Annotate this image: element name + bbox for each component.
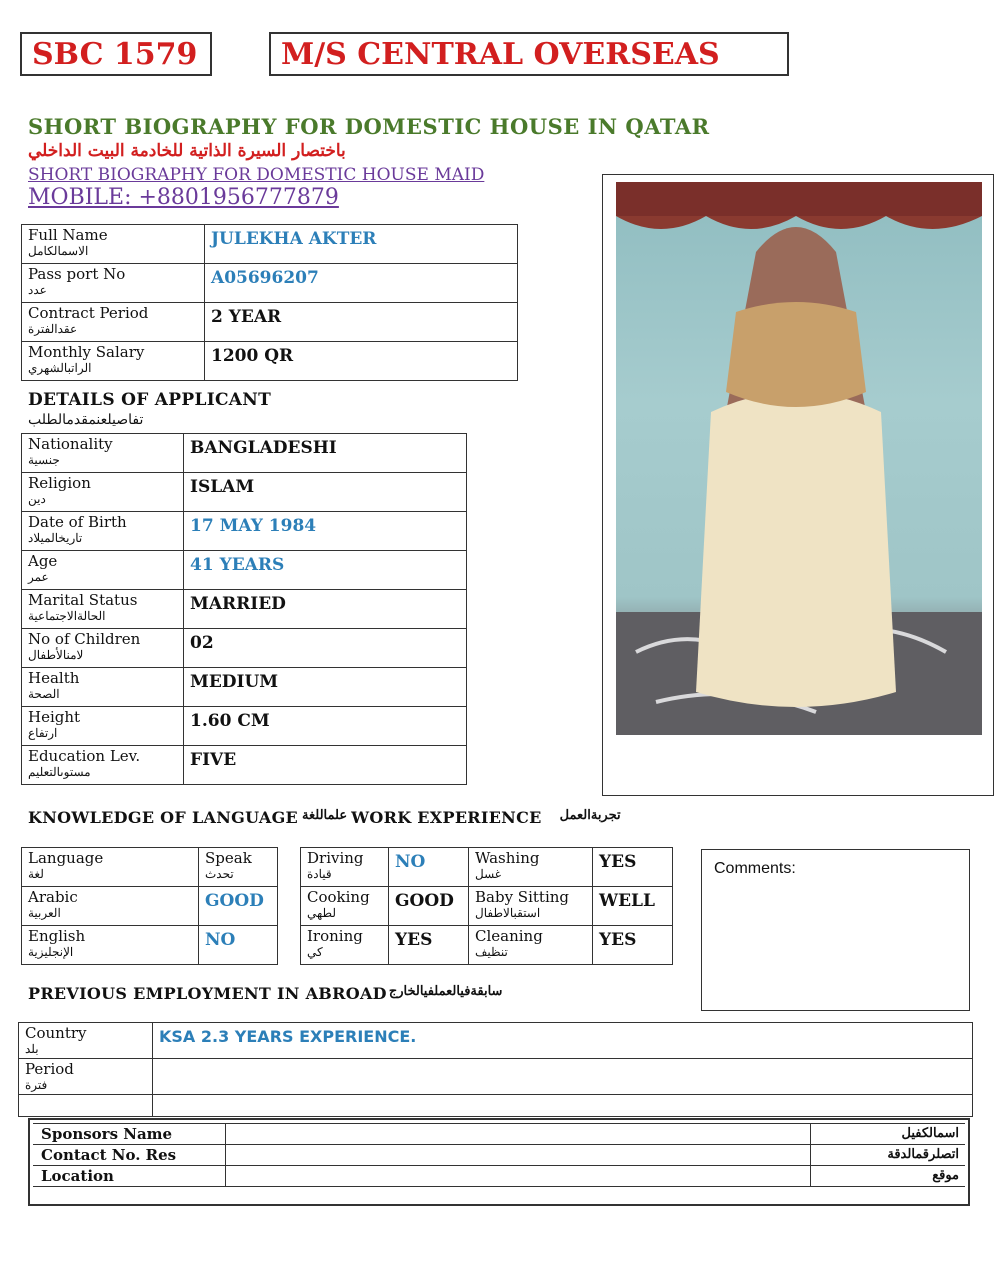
details-6-label-cell	[22, 668, 184, 707]
details-7-label-cell	[22, 707, 184, 746]
language-1-label-ar: العربية	[28, 906, 61, 920]
sponsor-value-0[interactable]	[225, 1124, 810, 1145]
details-5-label-ar: لامنالأطفال	[28, 648, 84, 662]
previous-heading-en: PREVIOUS EMPLOYMENT IN ABROAD	[28, 984, 387, 1003]
details-3-label-cell	[22, 551, 184, 590]
sponsor-value-2[interactable]	[225, 1166, 810, 1187]
details-8-label-cell	[22, 746, 184, 785]
details-row	[22, 512, 467, 551]
details-value-1: ISLAM	[184, 473, 467, 512]
language-1-label-cell	[22, 887, 199, 926]
subtitle: SHORT BIOGRAPHY FOR DOMESTIC HOUSE MAID	[28, 165, 485, 185]
previous-value-1	[153, 1059, 973, 1095]
work-b-value-1: WELL	[593, 887, 673, 926]
sponsor-label-0: Sponsors Name	[33, 1124, 225, 1145]
details-row	[22, 668, 467, 707]
details-7-label: Height	[28, 708, 81, 726]
basic-value-1: A05696207	[205, 264, 518, 303]
work-a-value-1: GOOD	[389, 887, 469, 926]
basic-value-0: JULEKHA AKTER	[205, 225, 518, 264]
language-row	[22, 926, 278, 965]
details-heading-arabic: تفاصيلعنمقدمالطلب	[28, 412, 144, 428]
details-1-label-ar: دين	[28, 492, 46, 506]
details-6-label-ar: الصحة	[28, 687, 60, 701]
details-0-label: Nationality	[28, 435, 113, 453]
previous-heading-ar: سابقةفيالعملفيالخارج	[388, 984, 503, 999]
work-a-label: Driving	[307, 849, 364, 867]
work-b-cell-1	[469, 887, 593, 926]
language-row	[22, 887, 278, 926]
photo-illustration	[616, 182, 982, 735]
basic-row	[22, 303, 518, 342]
work-b-ar: استقبالاطفال	[475, 906, 541, 920]
work-a-cell-2	[301, 926, 389, 965]
details-row	[22, 629, 467, 668]
photo-frame	[602, 174, 994, 796]
speak-header-cell	[199, 848, 278, 887]
previous-empty-value	[153, 1095, 973, 1117]
previous-row	[19, 1023, 973, 1059]
basic-2-label-cell	[22, 303, 205, 342]
speak-header-ar: تحدث	[205, 867, 234, 881]
details-2-label-cell	[22, 512, 184, 551]
speak-header: Speak	[205, 849, 252, 867]
basic-info-table	[21, 224, 518, 381]
details-4-label-ar: الحالةالاجتماعية	[28, 609, 106, 623]
details-0-label-ar: جنسية	[28, 453, 60, 467]
comments-box[interactable]	[701, 849, 970, 1011]
arabic-title: باختصار السيرة الذاتية للخادمة البيت الداخلي	[28, 141, 346, 161]
work-heading-en: WORK EXPERIENCE	[351, 808, 542, 827]
sponsor-ar-2: موقع	[810, 1166, 965, 1187]
language-row	[22, 848, 278, 887]
work-b-ar: تنظيف	[475, 945, 508, 959]
sponsor-label-2: Location	[33, 1166, 225, 1187]
company-name-box	[269, 32, 789, 76]
work-b-label: Baby Sitting	[475, 888, 569, 906]
basic-0-label-ar: الاسمالكامل	[28, 244, 89, 258]
details-7-label-ar: ارتفاع	[28, 726, 58, 740]
basic-1-label-ar: عدد	[28, 283, 47, 297]
language-2-label-cell	[22, 926, 199, 965]
previous-employment-table	[18, 1022, 973, 1117]
sponsor-label-1: Contact No. Res	[33, 1145, 225, 1166]
speak-value-2: NO	[199, 926, 278, 965]
details-4-label: Marital Status	[28, 591, 138, 609]
details-value-8: FIVE	[184, 746, 467, 785]
reference-code: SBC 1579	[32, 36, 198, 72]
work-row	[301, 848, 673, 887]
details-3-label-ar: عمر	[28, 570, 49, 584]
language-2-label-ar: الإنجليزية	[28, 945, 74, 959]
basic-2-label: Contract Period	[28, 304, 149, 322]
language-heading	[28, 808, 621, 827]
work-b-label: Cleaning	[475, 927, 543, 945]
work-row	[301, 926, 673, 965]
details-value-7: 1.60 CM	[184, 707, 467, 746]
previous-1-label-ar: فترة	[25, 1078, 48, 1092]
language-1-label: Arabic	[28, 888, 78, 906]
sponsor-row	[33, 1145, 965, 1166]
details-value-6: MEDIUM	[184, 668, 467, 707]
mobile-number: MOBILE: +8801956777879	[28, 185, 339, 210]
work-a-label: Cooking	[307, 888, 370, 906]
work-row	[301, 887, 673, 926]
speak-value-1: GOOD	[199, 887, 278, 926]
previous-value-0: KSA 2.3 YEARS EXPERIENCE.	[153, 1023, 973, 1059]
sponsor-row	[33, 1124, 965, 1145]
details-value-3: 41 YEARS	[184, 551, 467, 590]
details-8-label-ar: مستوىالتعليم	[28, 765, 91, 779]
sponsor-ar-0: اسمالكفيل	[810, 1124, 965, 1145]
details-5-label-cell	[22, 629, 184, 668]
work-b-label: Washing	[475, 849, 540, 867]
language-heading-ar: علماللغة	[302, 808, 348, 823]
basic-3-label-cell	[22, 342, 205, 381]
details-3-label: Age	[28, 552, 58, 570]
previous-1-label-cell	[19, 1059, 153, 1095]
details-row	[22, 746, 467, 785]
language-0-label: Language	[28, 849, 104, 867]
applicant-photo	[616, 182, 982, 735]
details-4-label-cell	[22, 590, 184, 629]
previous-row	[19, 1059, 973, 1095]
details-2-label: Date of Birth	[28, 513, 127, 531]
work-a-value-2: YES	[389, 926, 469, 965]
work-b-cell-0	[469, 848, 593, 887]
language-0-label-cell	[22, 848, 199, 887]
basic-3-label-ar: الراتبالشهري	[28, 361, 92, 375]
work-a-value-0: NO	[389, 848, 469, 887]
basic-0-label: Full Name	[28, 226, 108, 244]
sponsor-value-1[interactable]	[225, 1145, 810, 1166]
details-heading: DETAILS OF APPLICANT	[28, 390, 272, 410]
details-row	[22, 707, 467, 746]
work-b-value-2: YES	[593, 926, 673, 965]
details-table	[21, 433, 467, 785]
details-row	[22, 590, 467, 629]
work-b-ar: غسل	[475, 867, 502, 881]
details-value-4: MARRIED	[184, 590, 467, 629]
work-a-ar: كي	[307, 945, 323, 959]
work-a-cell-1	[301, 887, 389, 926]
details-value-5: 02	[184, 629, 467, 668]
language-2-label: English	[28, 927, 86, 945]
previous-row-empty	[19, 1095, 973, 1117]
work-table	[300, 847, 673, 965]
basic-row	[22, 342, 518, 381]
language-0-label-ar: لغة	[28, 867, 44, 881]
previous-1-label: Period	[25, 1060, 74, 1078]
basic-row	[22, 264, 518, 303]
basic-value-3: 1200 QR	[205, 342, 518, 381]
language-table	[21, 847, 278, 965]
previous-0-label-ar: بلد	[25, 1042, 39, 1056]
previous-0-label: Country	[25, 1024, 87, 1042]
details-1-label: Religion	[28, 474, 91, 492]
basic-2-label-ar: عقدالفترة	[28, 322, 78, 336]
details-row	[22, 551, 467, 590]
sponsor-row	[33, 1166, 965, 1187]
basic-1-label-cell	[22, 264, 205, 303]
details-5-label: No of Children	[28, 630, 141, 648]
work-a-cell-0	[301, 848, 389, 887]
basic-value-2: 2 YEAR	[205, 303, 518, 342]
basic-3-label: Monthly Salary	[28, 343, 145, 361]
previous-empty-cell	[19, 1095, 153, 1117]
reference-code-box	[20, 32, 212, 76]
language-heading-en: KNOWLEDGE OF LANGUAGE	[28, 808, 299, 827]
details-value-2: 17 MAY 1984	[184, 512, 467, 551]
details-8-label: Education Lev.	[28, 747, 141, 765]
comments-label: Comments:	[714, 860, 796, 877]
sponsor-ar-1: اتصلرقمالدقة	[810, 1145, 965, 1166]
sponsor-table	[33, 1123, 965, 1187]
previous-0-label-cell	[19, 1023, 153, 1059]
basic-0-label-cell	[22, 225, 205, 264]
work-a-ar: قيادة	[307, 867, 332, 881]
company-name: M/S CENTRAL OVERSEAS	[281, 36, 720, 72]
work-a-ar: لطهي	[307, 906, 337, 920]
basic-1-label: Pass port No	[28, 265, 126, 283]
basic-row	[22, 225, 518, 264]
details-row	[22, 473, 467, 512]
details-6-label: Health	[28, 669, 80, 687]
work-heading-ar: تجربةالعمل	[559, 808, 621, 823]
sponsor-box	[28, 1118, 970, 1206]
work-b-value-0: YES	[593, 848, 673, 887]
details-1-label-cell	[22, 473, 184, 512]
main-title: SHORT BIOGRAPHY FOR DOMESTIC HOUSE IN QATAR	[28, 114, 710, 139]
details-0-label-cell	[22, 434, 184, 473]
work-a-label: Ironing	[307, 927, 363, 945]
details-value-0: BANGLADESHI	[184, 434, 467, 473]
details-row	[22, 434, 467, 473]
previous-employment-heading	[28, 984, 502, 1003]
work-b-cell-2	[469, 926, 593, 965]
details-2-label-ar: تاريخالميلاد	[28, 531, 83, 545]
